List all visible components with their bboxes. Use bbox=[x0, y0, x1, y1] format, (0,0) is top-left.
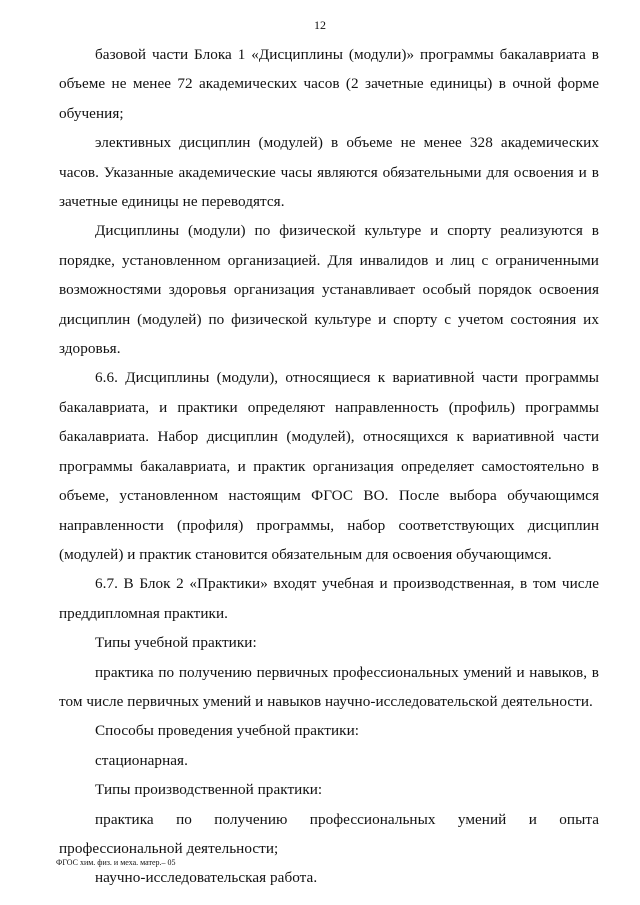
paragraph-professional-experience: практика по получению профессиональных умений и опыта профессиональной деятельности; bbox=[59, 810, 599, 857]
paragraph-stationary: стационарная. bbox=[95, 751, 188, 769]
paragraph-research-work: научно-исследовательская работа. bbox=[95, 869, 318, 887]
page-number: 12 bbox=[314, 18, 326, 32]
paragraph-study-practice-methods: Способы проведения учебной практики: bbox=[95, 722, 360, 740]
paragraph-primary-skills-practice: практика по получению первичных профессиональных умений и навыков, в том числе первичных умений и навыков научно-исследовательской деятельности. bbox=[59, 663, 599, 710]
document-footer: ФГОС хим. физ. и меха. матер.– 05 bbox=[56, 858, 176, 867]
paragraph-6-6: 6.6. Дисциплины (модули), относящиеся к вариативной части программы бакалавриата, и практики определяют направленность (профиль) программы бакалавриата. Набор дисциплин (модулей), относящихся к вариативной части программы бакалавриата, и практик организация определяет самостоятельно в объеме, установленном настоящим ФГОС ВО. После выбора обучающимся направленности (профиля) программы, набор соответствующих дисциплин (модулей) и практик становится обязательным для освоения обучающимся. bbox=[59, 369, 599, 563]
page-body bbox=[59, 40, 599, 893]
paragraph-basic-part: базовой части Блока 1 «Дисциплины (модули)» программы бакалавриата в объеме не менее 72 академических часов (2 зачетные единицы) в очной форме обучения; bbox=[59, 46, 599, 122]
paragraph-industrial-practice-types: Типы производственной практики: bbox=[95, 781, 323, 799]
paragraph-elective-disciplines: элективных дисциплин (модулей) в объеме не менее 328 академических часов. Указанные академические часы являются обязательными для освоения и в зачетные единицы не переводятся. bbox=[59, 134, 599, 211]
paragraph-study-practice-types: Типы учебной практики: bbox=[95, 634, 257, 652]
paragraph-6-7: 6.7. В Блок 2 «Практики» входят учебная и производственная, в том числе преддипломная практики. bbox=[59, 575, 599, 622]
paragraph-physical-culture: Дисциплины (модули) по физической культуре и спорту реализуются в порядке, установленном организацией. Для инвалидов и лиц с ограниченными возможностями здоровья организация устанавливает особый порядок освоения дисциплин (модулей) по физической культуре и спорту с учетом состояния их здоровья. bbox=[59, 222, 599, 358]
